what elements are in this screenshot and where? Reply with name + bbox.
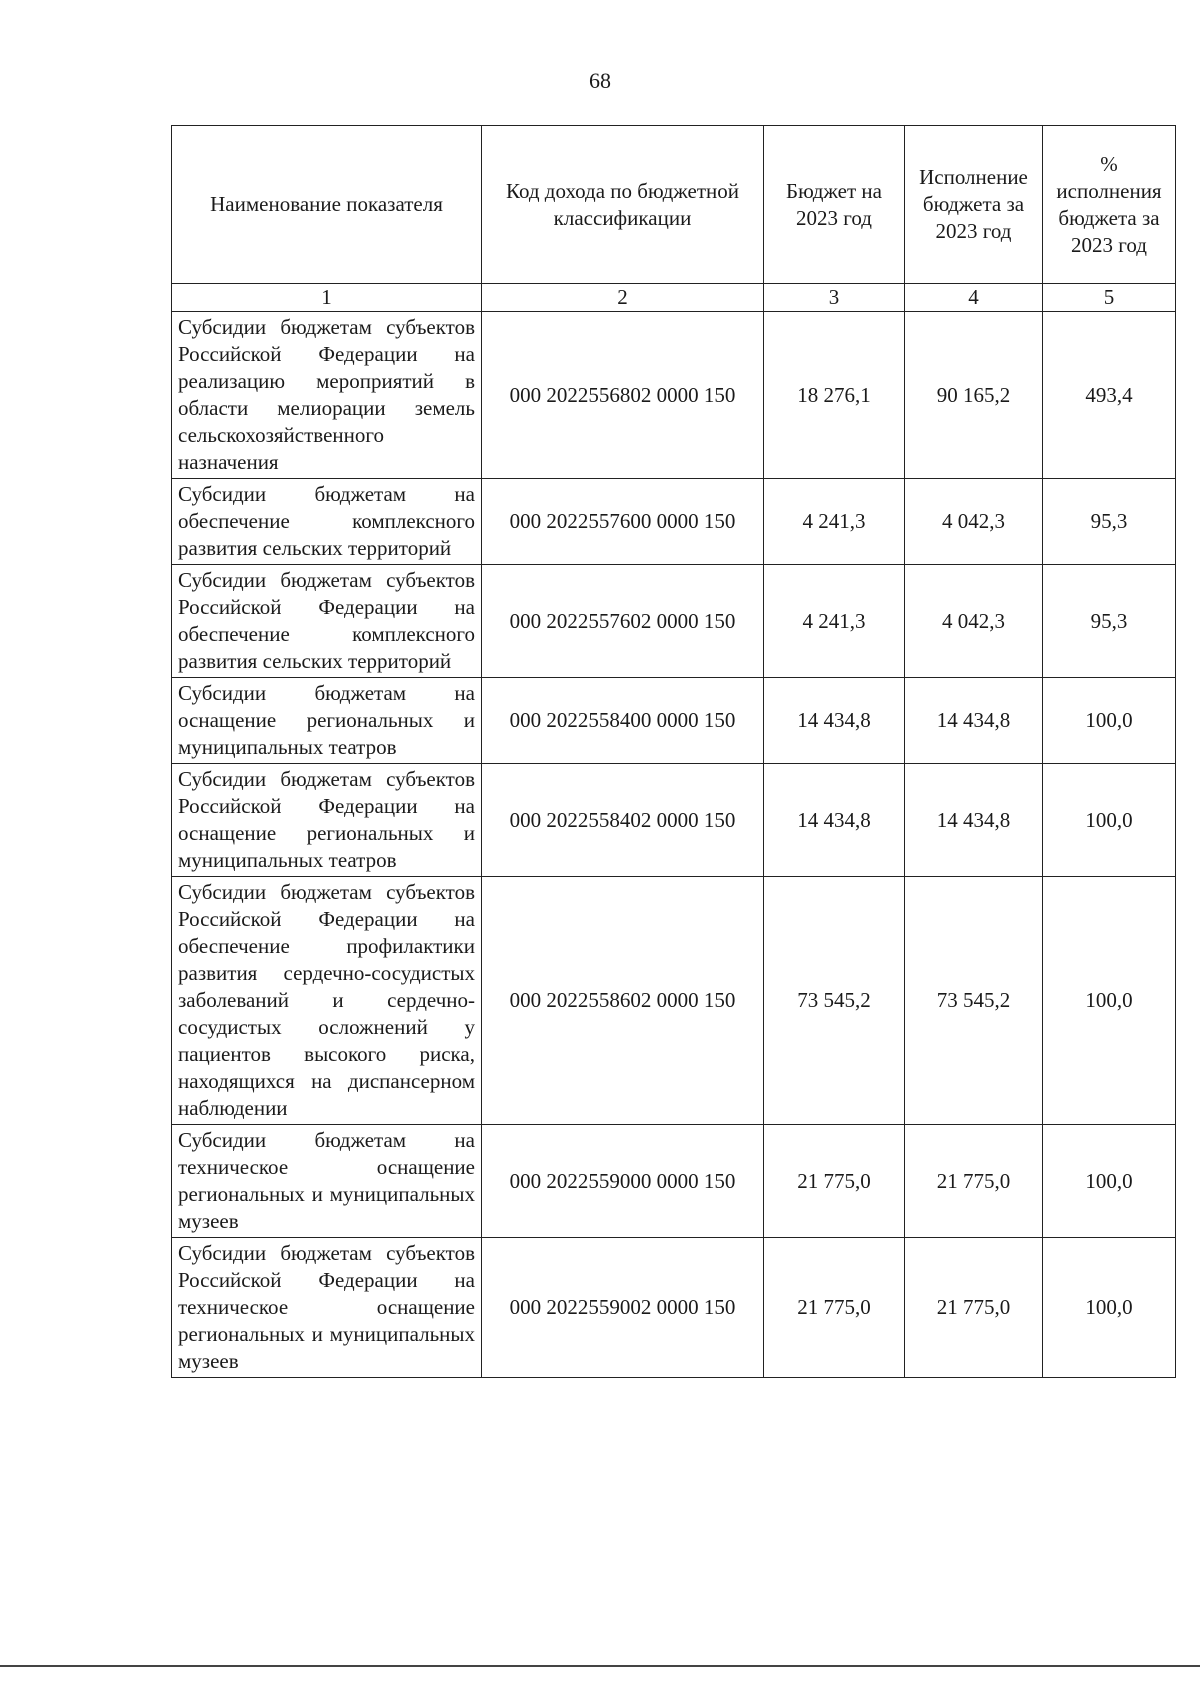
header-budget-2023: Бюджет на 2023 год xyxy=(764,126,905,284)
column-number: 1 xyxy=(172,284,482,312)
execution-value: 14 434,8 xyxy=(905,764,1043,877)
execution-percent: 100,0 xyxy=(1043,1125,1176,1238)
execution-percent: 95,3 xyxy=(1043,565,1176,678)
indicator-name: Субсидии бюджетам на обеспечение комплексного развития сельских территорий xyxy=(172,479,482,565)
table-row xyxy=(172,565,1176,678)
column-number: 3 xyxy=(764,284,905,312)
indicator-name: Субсидии бюджетам на техническое оснащение региональных и муниципальных музеев xyxy=(172,1125,482,1238)
indicator-name: Субсидии бюджетам субъектов Российской Федерации на реализацию мероприятий в области мелиорации земель сельскохозяйственного назначения xyxy=(172,312,482,479)
income-code: 000 2022556802 0000 150 xyxy=(482,312,764,479)
execution-percent: 100,0 xyxy=(1043,877,1176,1125)
execution-percent: 95,3 xyxy=(1043,479,1176,565)
budget-value: 18 276,1 xyxy=(764,312,905,479)
execution-value: 14 434,8 xyxy=(905,678,1043,764)
budget-value: 4 241,3 xyxy=(764,479,905,565)
page-number: 68 xyxy=(589,68,611,93)
execution-value: 90 165,2 xyxy=(905,312,1043,479)
budget-value: 73 545,2 xyxy=(764,877,905,1125)
budget-value: 21 775,0 xyxy=(764,1125,905,1238)
column-number-row xyxy=(172,284,1176,312)
indicator-name: Субсидии бюджетам субъектов Российской Федерации на обеспечение профилактики развития сердечно-сосудистых заболеваний и сердечно-сосудистых осложнений у пациентов высокого риска, находящихся на диспансерном наблюдении xyxy=(172,877,482,1125)
header-income-code: Код дохода по бюджетной классификации xyxy=(482,126,764,284)
table-header-row xyxy=(172,126,1176,284)
table-row xyxy=(172,877,1176,1125)
page-bottom-rule xyxy=(0,1665,1200,1667)
budget-value: 14 434,8 xyxy=(764,678,905,764)
execution-percent: 100,0 xyxy=(1043,678,1176,764)
income-code: 000 2022559000 0000 150 xyxy=(482,1125,764,1238)
income-code: 000 2022557602 0000 150 xyxy=(482,565,764,678)
income-code: 000 2022557600 0000 150 xyxy=(482,479,764,565)
execution-value: 4 042,3 xyxy=(905,479,1043,565)
income-code: 000 2022558602 0000 150 xyxy=(482,877,764,1125)
table-row xyxy=(172,678,1176,764)
income-code: 000 2022558402 0000 150 xyxy=(482,764,764,877)
table-row xyxy=(172,479,1176,565)
header-execution-percent: % исполнения бюджета за 2023 год xyxy=(1043,126,1176,284)
header-indicator-name: Наименование показателя xyxy=(172,126,482,284)
table-row xyxy=(172,1238,1176,1378)
income-code: 000 2022558400 0000 150 xyxy=(482,678,764,764)
income-code: 000 2022559002 0000 150 xyxy=(482,1238,764,1378)
indicator-name: Субсидии бюджетам субъектов Российской Федерации на оснащение региональных и муниципальных театров xyxy=(172,764,482,877)
column-number: 5 xyxy=(1043,284,1176,312)
indicator-name: Субсидии бюджетам субъектов Российской Федерации на обеспечение комплексного развития сельских территорий xyxy=(172,565,482,678)
execution-percent: 493,4 xyxy=(1043,312,1176,479)
table-row xyxy=(172,1125,1176,1238)
budget-value: 21 775,0 xyxy=(764,1238,905,1378)
execution-value: 73 545,2 xyxy=(905,877,1043,1125)
indicator-name: Субсидии бюджетам субъектов Российской Федерации на техническое оснащение региональных и муниципальных музеев xyxy=(172,1238,482,1378)
budget-value: 4 241,3 xyxy=(764,565,905,678)
column-number: 4 xyxy=(905,284,1043,312)
indicator-name: Субсидии бюджетам на оснащение региональных и муниципальных театров xyxy=(172,678,482,764)
execution-value: 4 042,3 xyxy=(905,565,1043,678)
table-row xyxy=(172,312,1176,479)
execution-percent: 100,0 xyxy=(1043,1238,1176,1378)
table-row xyxy=(172,764,1176,877)
budget-execution-table xyxy=(171,125,1176,1378)
execution-percent: 100,0 xyxy=(1043,764,1176,877)
execution-value: 21 775,0 xyxy=(905,1238,1043,1378)
header-execution-2023: Исполнение бюджета за 2023 год xyxy=(905,126,1043,284)
execution-value: 21 775,0 xyxy=(905,1125,1043,1238)
budget-value: 14 434,8 xyxy=(764,764,905,877)
column-number: 2 xyxy=(482,284,764,312)
